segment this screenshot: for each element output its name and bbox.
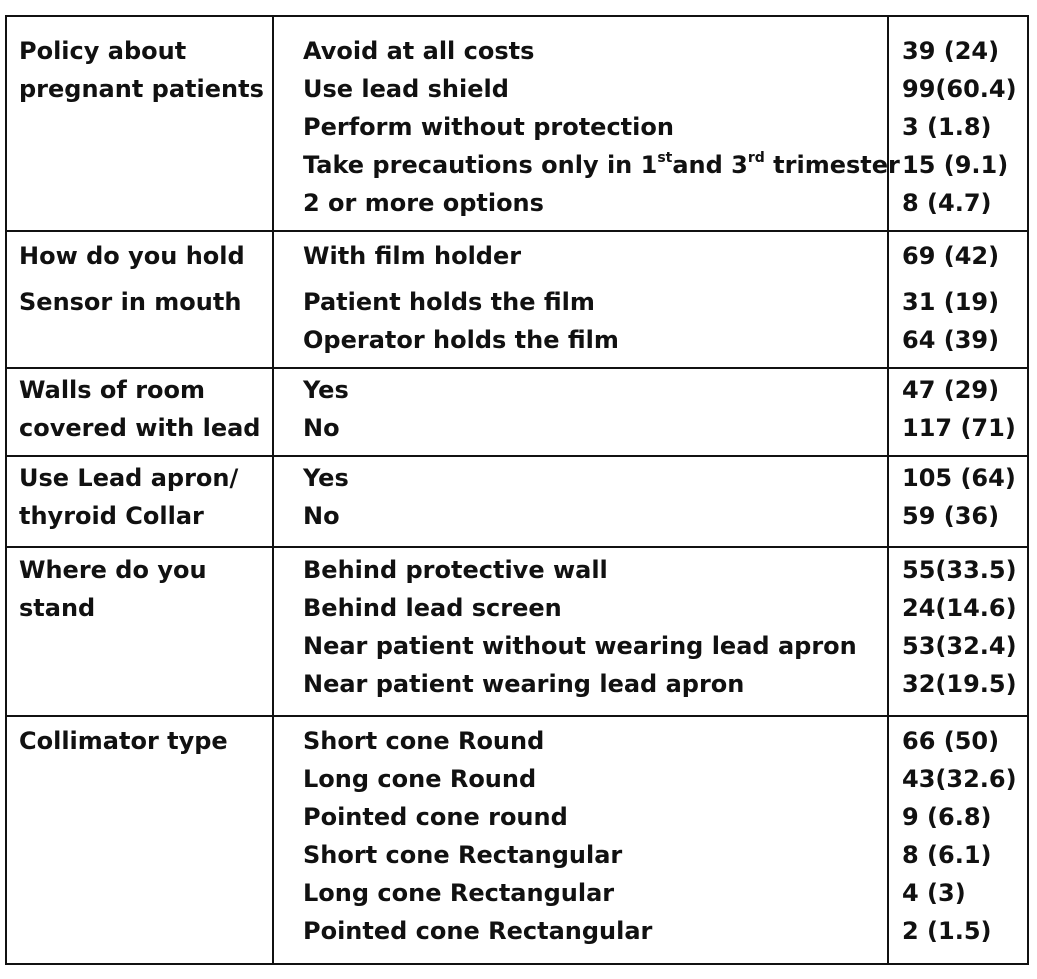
option-label: Near patient wearing lead apron <box>303 670 745 698</box>
option-text-part: and 3 <box>672 151 748 179</box>
category-line: Where do you <box>19 556 207 584</box>
category-line: How do you hold <box>19 242 245 270</box>
category-cell <box>19 722 271 760</box>
option-value: 8 (6.1) <box>902 841 992 869</box>
option-value: 8 (4.7) <box>902 189 992 217</box>
ordinal-superscript: st <box>657 150 673 166</box>
category-line: Policy about <box>19 37 187 65</box>
option-label: Patient holds the film <box>303 288 595 316</box>
category-line: pregnant patients <box>19 75 264 103</box>
option-value: 117 (71) <box>902 414 1016 442</box>
values-cell <box>902 237 1027 359</box>
option-text-part: Take precautions only in 1 <box>303 151 658 179</box>
option-value: 43(32.6) <box>902 765 1017 793</box>
ordinal-superscript: rd <box>747 150 765 166</box>
option-label: Short cone Rectangular <box>303 841 623 869</box>
option-value: 9 (6.8) <box>902 803 992 831</box>
table-row-group-collimator <box>7 717 1027 963</box>
values-cell <box>902 371 1027 447</box>
category-cell <box>19 237 271 321</box>
category-line: Sensor in mouth <box>19 288 242 316</box>
option-label: 2 or more options <box>303 189 544 217</box>
option-label-trimester <box>303 146 900 184</box>
option-label: Behind protective wall <box>303 556 608 584</box>
options-cell <box>303 32 900 222</box>
option-text-part: trimester <box>764 151 900 179</box>
category-line: covered with lead <box>19 414 261 442</box>
option-value: 105 (64) <box>902 464 1016 492</box>
category-line: thyroid Collar <box>19 502 204 530</box>
category-cell <box>19 551 271 627</box>
options-cell <box>303 459 883 535</box>
category-line: Use Lead apron/ <box>19 464 239 492</box>
option-label: Yes <box>303 376 349 404</box>
values-cell <box>902 551 1027 703</box>
option-value: 59 (36) <box>902 502 1000 530</box>
values-cell <box>902 32 1027 222</box>
option-label: Short cone Round <box>303 727 545 755</box>
category-cell <box>19 459 271 535</box>
option-label: Pointed cone round <box>303 803 568 831</box>
category-line: Collimator type <box>19 727 228 755</box>
option-label: Long cone Round <box>303 765 537 793</box>
option-value: 39 (24) <box>902 37 1000 65</box>
option-value: 69 (42) <box>902 242 1000 270</box>
option-value: 47 (29) <box>902 376 1000 404</box>
values-cell <box>902 722 1027 950</box>
option-label: Avoid at all costs <box>303 37 535 65</box>
option-value: 24(14.6) <box>902 594 1017 622</box>
values-cell <box>902 459 1027 535</box>
option-label: Yes <box>303 464 349 492</box>
option-value: 55(33.5) <box>902 556 1017 584</box>
table-row-group-pregnancy-policy <box>7 17 1027 232</box>
option-value: 32(19.5) <box>902 670 1017 698</box>
category-line: stand <box>19 594 96 622</box>
option-label: Perform without protection <box>303 113 674 141</box>
option-value: 64 (39) <box>902 326 1000 354</box>
option-label: No <box>303 414 340 442</box>
category-line: Walls of room <box>19 376 206 404</box>
option-label: Use lead shield <box>303 75 509 103</box>
option-label: Long cone Rectangular <box>303 879 615 907</box>
option-value: 4 (3) <box>902 879 966 907</box>
survey-table <box>5 15 1029 965</box>
table-row-group-walls <box>7 369 1027 457</box>
options-cell <box>303 722 883 950</box>
option-label: No <box>303 502 340 530</box>
option-value: 31 (19) <box>902 288 1000 316</box>
category-cell <box>19 32 271 108</box>
option-label: Operator holds the film <box>303 326 619 354</box>
options-cell <box>303 237 883 359</box>
option-label: Behind lead screen <box>303 594 562 622</box>
options-cell <box>303 551 883 703</box>
category-cell <box>19 371 271 447</box>
options-cell <box>303 371 883 447</box>
option-label: Near patient without wearing lead apron <box>303 632 857 660</box>
option-value: 66 (50) <box>902 727 1000 755</box>
option-label: Pointed cone Rectangular <box>303 917 653 945</box>
option-value: 99(60.4) <box>902 75 1017 103</box>
option-value: 53(32.4) <box>902 632 1017 660</box>
option-value: 15 (9.1) <box>902 151 1009 179</box>
table-row-group-stand-position <box>7 548 1027 717</box>
option-value: 2 (1.5) <box>902 917 992 945</box>
table-row-group-sensor-holding <box>7 232 1027 369</box>
option-value: 3 (1.8) <box>902 113 992 141</box>
table-row-group-lead-apron <box>7 457 1027 548</box>
option-label: With film holder <box>303 242 522 270</box>
